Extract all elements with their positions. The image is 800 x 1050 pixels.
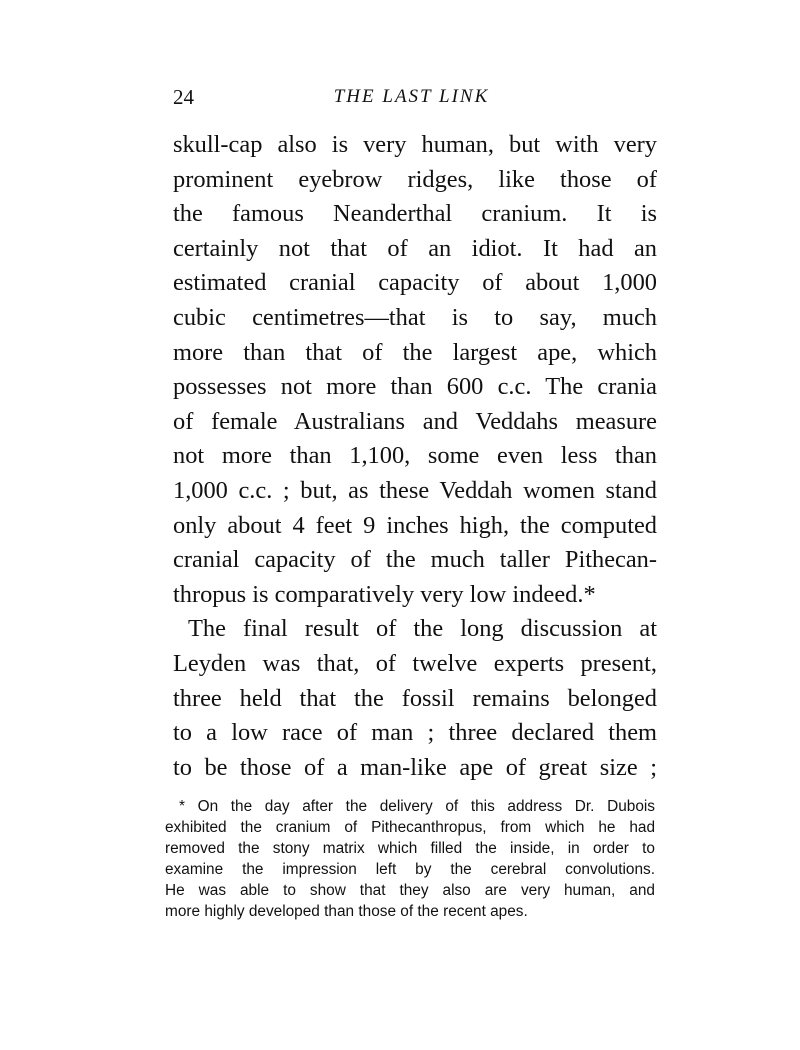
text-line: to be those of a man-like ape of great size ; bbox=[173, 753, 657, 781]
footnote-line: exhibited the cranium of Pithecanthropus, from which he had bbox=[165, 819, 655, 836]
text-line: cranial capacity of the much taller Pithecan- bbox=[173, 546, 657, 574]
text-line: possesses not more than 600 c.c. The crania bbox=[173, 373, 657, 401]
text-line: Leyden was that, of twelve experts present, bbox=[173, 649, 657, 677]
running-title: THE LAST LINK bbox=[333, 86, 490, 107]
footnote-line: * On the day after the delivery of this address Dr. Dubois bbox=[179, 798, 655, 815]
text-line: 1,000 c.c. ; but, as these Veddah women stand bbox=[173, 476, 657, 504]
text-line: the famous Neanderthal cranium. It is bbox=[173, 200, 657, 228]
text-line: prominent eyebrow ridges, like those of bbox=[173, 165, 657, 193]
footnote bbox=[165, 796, 655, 922]
footnote-line: removed the stony matrix which filled the inside, in order to bbox=[165, 840, 655, 857]
page-number: 24 bbox=[173, 85, 194, 109]
running-head bbox=[163, 80, 660, 114]
text-line: three held that the fossil remains belonged bbox=[173, 684, 657, 712]
text-line: not more than 1,100, some even less than bbox=[173, 442, 657, 470]
footnote-line: more highly developed than those of the recent apes. bbox=[165, 903, 528, 920]
footnote-line: examine the impression left by the cerebral convolutions. bbox=[165, 861, 655, 878]
text-line: certainly not that of an idiot. It had an bbox=[173, 234, 657, 262]
paragraph-end-line: thropus is comparatively very low indeed.* bbox=[173, 580, 596, 608]
text-line: more than that of the largest ape, which bbox=[173, 338, 657, 366]
footnote-line: He was able to show that they also are very human, and bbox=[165, 882, 655, 899]
paragraph-start-line: The final result of the long discussion at bbox=[188, 615, 657, 643]
text-line: cubic centimetres—that is to say, much bbox=[173, 303, 657, 331]
body-text bbox=[173, 128, 657, 785]
text-line: skull-cap also is very human, but with very bbox=[173, 131, 657, 158]
text-line: of female Australians and Veddahs measure bbox=[173, 407, 657, 435]
text-line: estimated cranial capacity of about 1,000 bbox=[173, 269, 657, 297]
text-line: only about 4 feet 9 inches high, the computed bbox=[173, 511, 657, 539]
text-line: to a low race of man ; three declared them bbox=[173, 719, 657, 747]
